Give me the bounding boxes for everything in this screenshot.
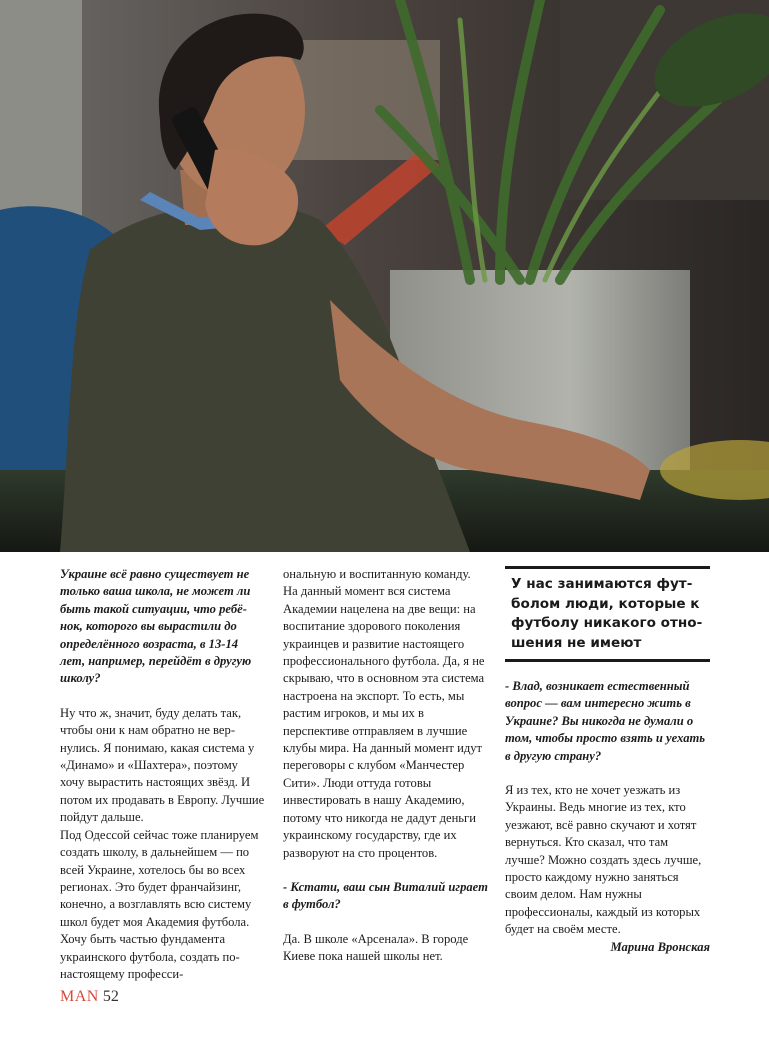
interview-answer: Под Одессой сейчас тоже планируем создать школу, в дальнейшем — по всей Украине, хотелось бы во всех регионах. Это будет франчайзинг, конечно, а возглавлять всю систему школ будет моя Академия футбола. Хочу быть частью фундамента украинского футбола, создать по-настоящему професси- [60,827,259,981]
interview-answer: Да. В школе «Арсенала». В городе Киеве пока нашей школы нет. [283,931,469,964]
interview-question: - Кстати, ваш сын Виталий играет в футбол? [283,879,488,912]
pull-quote: У нас занимаются футболом люди, которые к футболу никакого отношения не имеют [505,566,710,662]
interview-answer: ональную и воспитанную команду. На данный момент вся система Академии нацелена на две вещи: на воспитание здорового поколения украинцев и развитие настоящего профессионального футбола. Да, я не скрываю, что в основном эта система настроена на экспорт. То есть, мы растим игроков, и мы их в перспективе отправляем в лучшие клубы мира. На данный момент идут переговоры с клубом «Манчестер Сити». Люди оттуда готовы инвестировать в нашу Академию, потому что никогда не дадут деньги украинскому государству, где их разворуют на сто процентов. [283,567,485,860]
column-3 [505,566,710,956]
column-2 [283,566,488,966]
page-number: 52 [102,988,119,1005]
magazine-brand: MAN [60,988,99,1005]
page-folio [60,988,119,1006]
interview-answer: Ну что ж, значит, буду делать так, чтобы они к нам обратно не вернулись. Я понимаю, какая система у «Динамо» и «Шахтера», поэтому хочу вырастить настоящих звёзд. И потом их продавать в Европу. Лучшие пойдут дальше. [60,705,265,825]
column-1 [60,566,265,983]
interview-question: - Влад, возникает естественный вопрос — вам интересно жить в Украине? Вы никогда не думали о том, чтобы просто взять и уехать в другую страну? [505,679,706,763]
author-signature: Марина Вронская [610,939,710,954]
interview-answer: Я из тех, кто не хочет уезжать из Украины. Ведь многие из тех, кто уезжают, всё равно скучают и хотят вернуться. Кто сказал, что там лучше? Можно создать здесь лучше, просто каждому нужно заняться своим делом. Нам нужны профессионалы, каждый из которых будет на своём месте. [505,783,702,937]
interview-question: Украине всё равно существует не только ваша школа, не может ли быть такой ситуации, что ребёнок, которого вы вырастили до определённого возраста, в 13-14 лет, например, перейдёт в другую школу? [60,567,252,686]
